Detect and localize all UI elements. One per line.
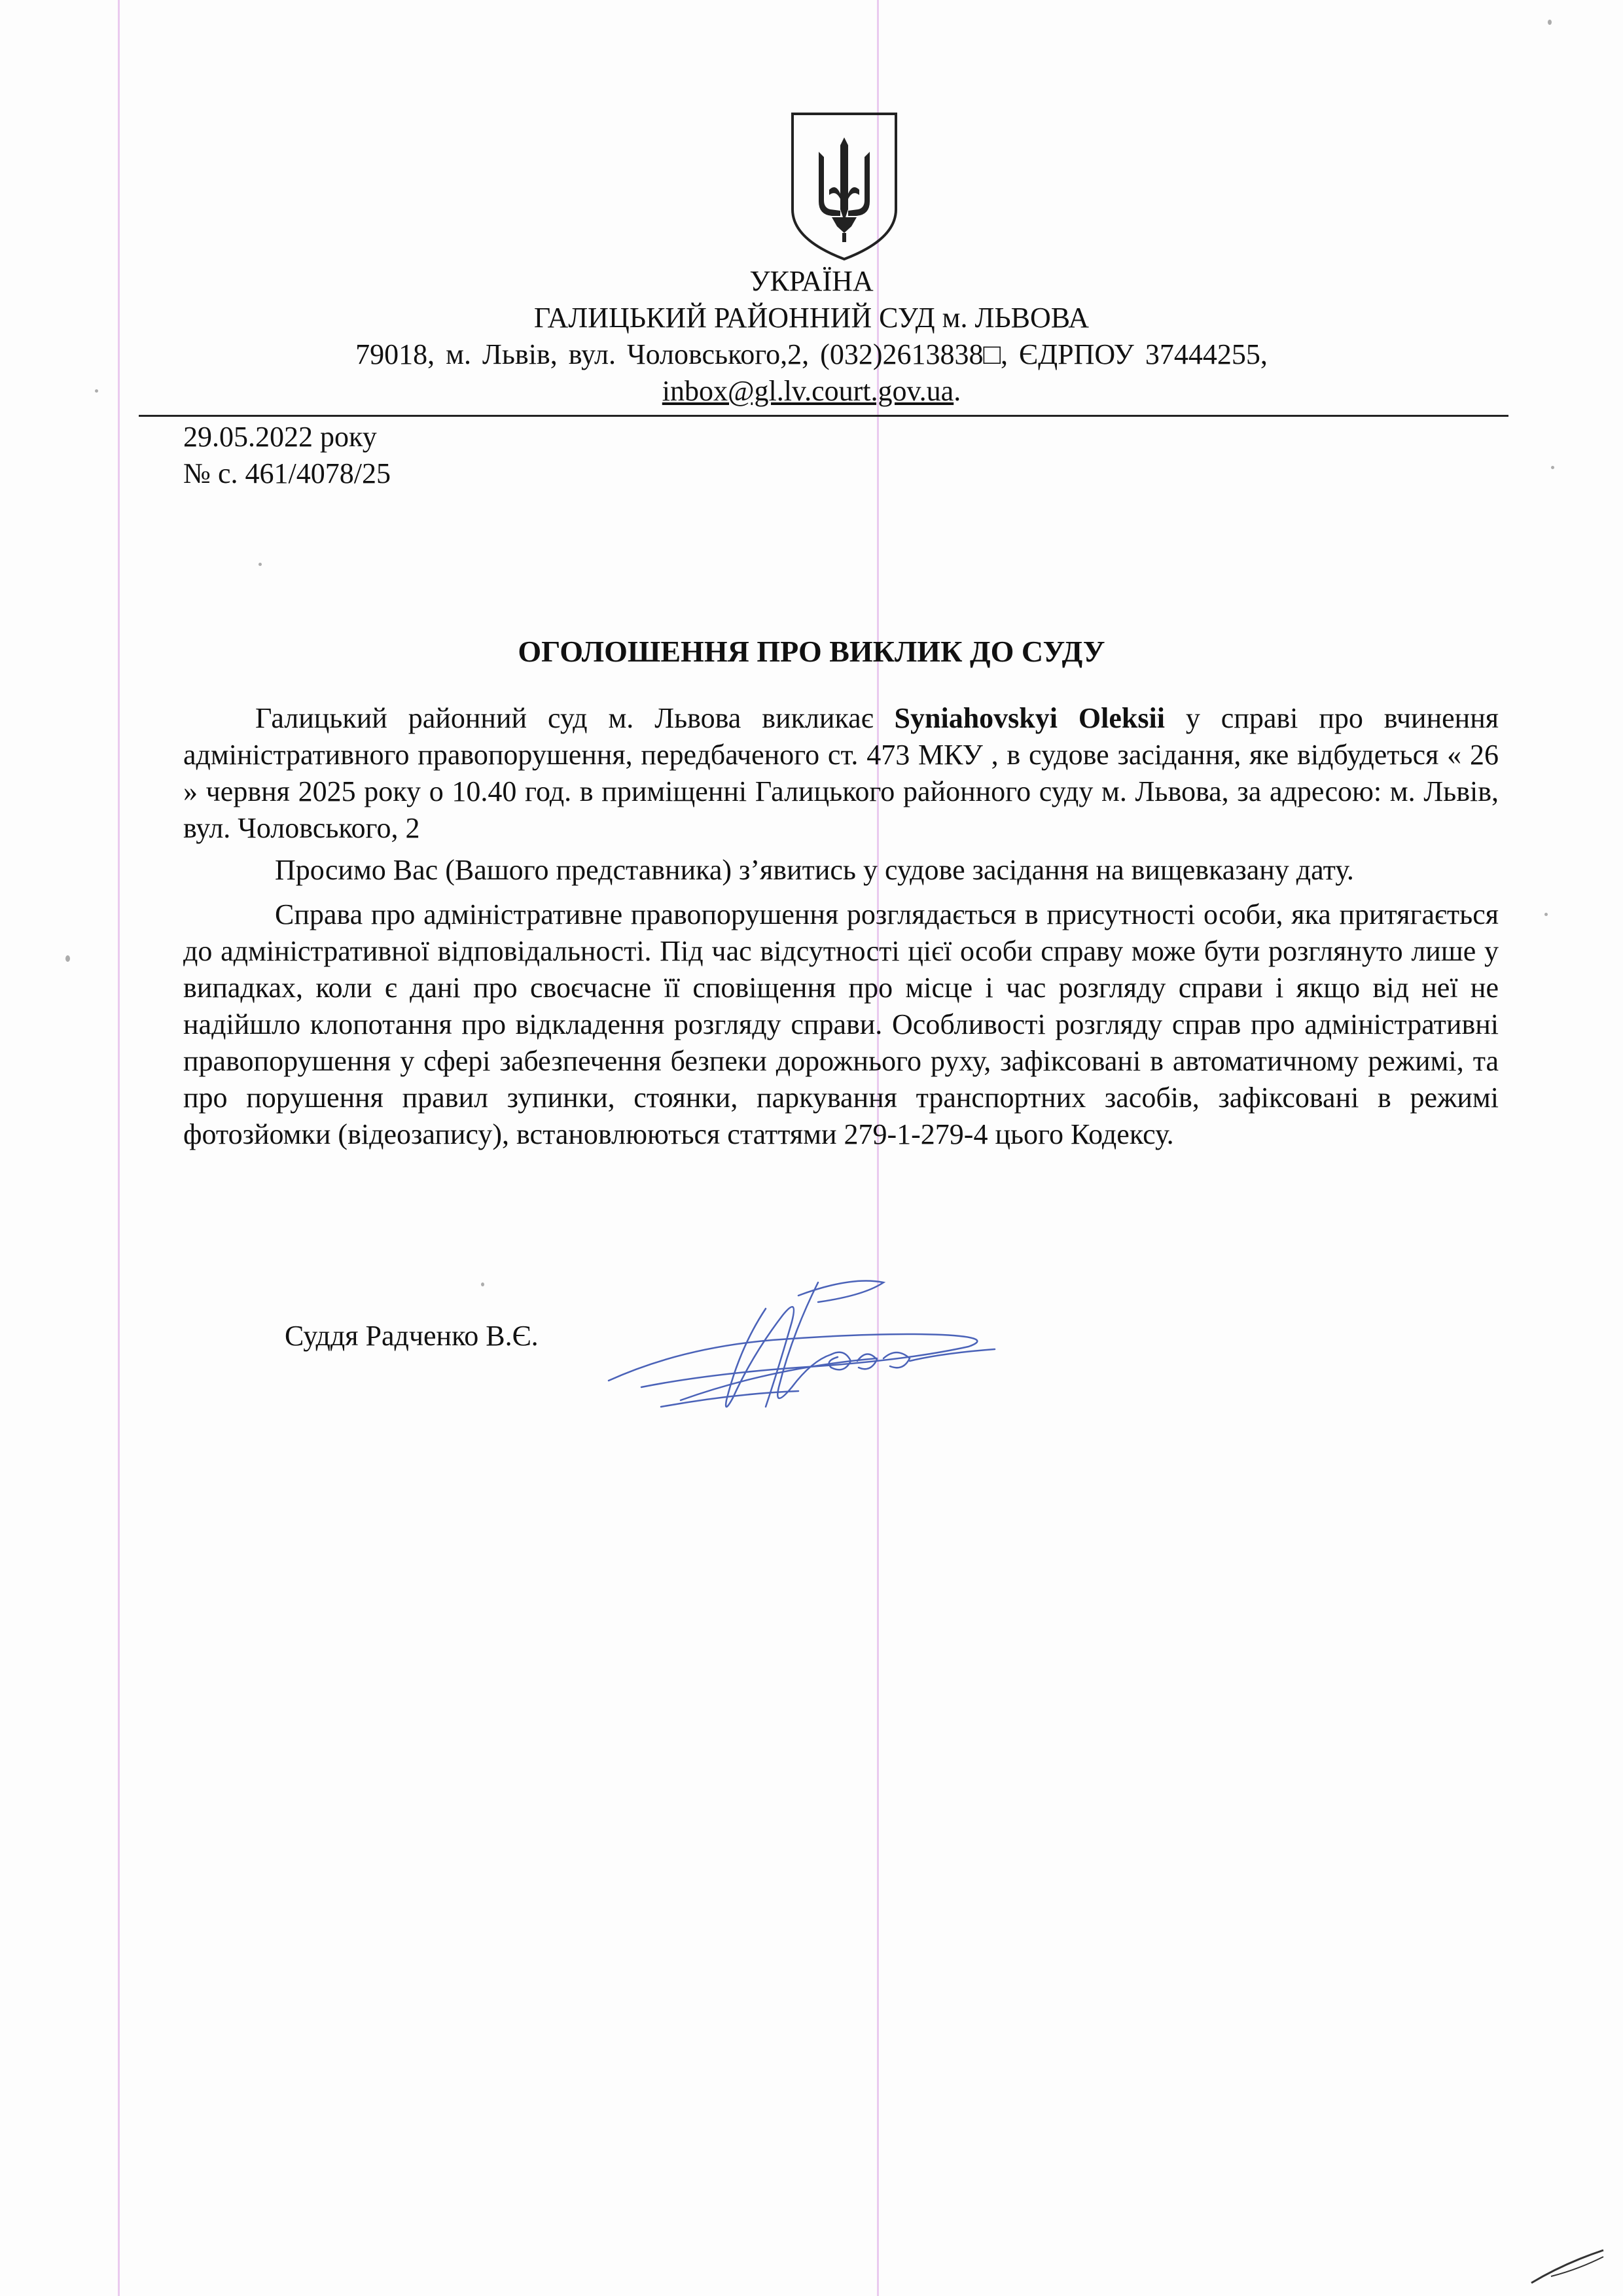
document-title: ОГОЛОШЕННЯ ПРО ВИКЛИК ДО СУДУ: [518, 635, 1105, 668]
court-name: ГАЛИЦЬКИЙ РАЙОННИЙ СУД м. ЛЬВОВА: [533, 302, 1090, 334]
scan-speck: [1551, 466, 1554, 469]
summons-text-start: Галицький районний суд м. Львова викликає: [255, 702, 895, 734]
defendant-name: Syniahovskyi Oleksii: [894, 702, 1165, 734]
header-divider: [139, 415, 1508, 417]
scan-speck: [65, 955, 70, 962]
paragraph-summons: [183, 700, 1499, 847]
summons-text-end: у справі про вчинення адміністративного правопорушення, передбаченого ст. 473 МКУ , в судове засідання, яке відбудеться « 26 » червня 2025 року о 10.40 год. в приміщенні Галицького районного суду м. Львова, за адресою: м. Львів, вул. Чоловського, 2: [183, 702, 1499, 844]
scan-speck: [481, 1282, 484, 1286]
judge-signature-label: Суддя Радченко В.Є.: [285, 1320, 539, 1352]
court-address: 79018, м. Львів, вул. Чоловського,2, (032)2613838□, ЄДРПОУ 37444255,: [355, 338, 1268, 370]
handwritten-signature: [602, 1269, 1021, 1439]
scan-speck: [1548, 20, 1552, 25]
pen-mark: [1525, 2237, 1610, 2289]
paragraph-procedure: Справа про адміністративне правопорушення розглядається в присутності особи, яка притягається до адміністративної відповідальності. Під час відсутності цієї особи справу може бути розглянуто лише у випадках, коли є дані про своєчасне її сповіщення про місце і час розгляду справи і якщо від неї не надійшло клопотання про відкладення розгляду справи. Особливості розгляду справ про адміністративні правопорушення у сфері забезпечення безпеки дорожнього руху, зафіксовані в автоматичному режимі, та про порушення правил зупинки, стоянки, паркування транспортних засобів, зафіксовані в режимі фотозйомки (відеозапису), встановлюються статтями 279-1-279-4 цього Кодексу.: [183, 898, 1499, 1150]
country-name: УКРАЇНА: [749, 265, 874, 297]
scan-speck: [1544, 913, 1548, 916]
court-email-link[interactable]: inbox@gl.lv.court.gov.ua: [662, 375, 954, 407]
paragraph-request: Просимо Вас (Вашого представника) з’явитись у судове засідання на вищевказану дату.: [275, 854, 1354, 886]
document-date: 29.05.2022 року: [183, 421, 377, 453]
document-body: [183, 700, 1499, 1153]
email-suffix: .: [954, 375, 961, 407]
case-number: № с. 461/4078/25: [183, 457, 391, 489]
court-email-line: [0, 373, 1623, 410]
coat-of-arms-trident-icon: [789, 111, 900, 262]
scan-speck: [259, 563, 262, 566]
